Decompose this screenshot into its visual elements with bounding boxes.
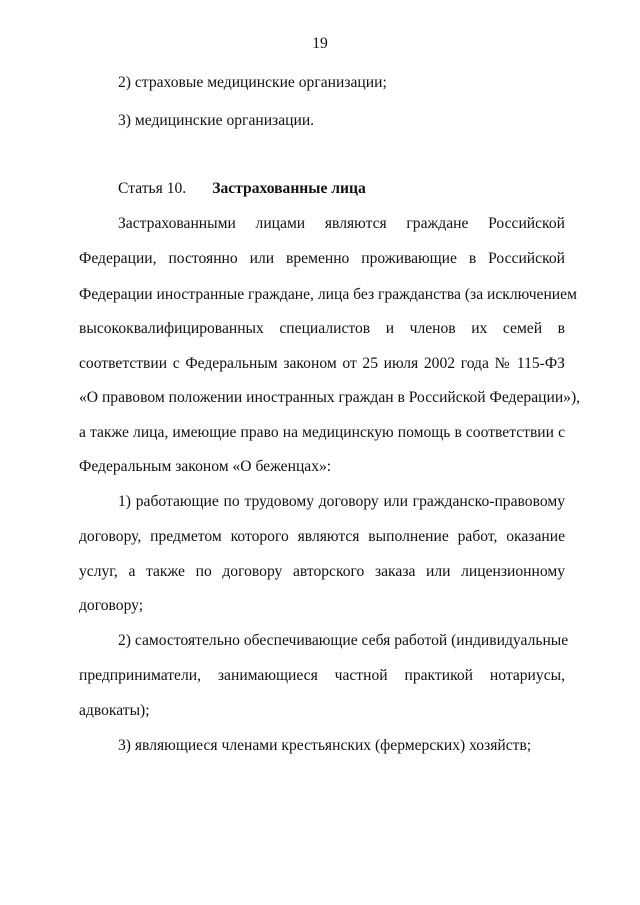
paragraph-line: а также лица, имеющие право на медицинскую помощь в соответствии с	[79, 424, 565, 441]
paragraph-line: Федерации иностранные граждане, лица без гражданства (за исключением	[79, 286, 577, 303]
article-number: Статья 10.	[118, 180, 187, 197]
article-title: Застрахованные лица	[212, 180, 366, 197]
page-number: 19	[312, 35, 328, 52]
list-item-line: 1) работающие по трудовому договору или гражданско-правовому	[118, 493, 565, 510]
paragraph-line: Застрахованными лицами являются граждане Российской	[118, 215, 565, 232]
list-item-line: договору, предметом которого являются выполнение работ, оказание	[79, 528, 565, 545]
paragraph-line: соответствии с Федеральным законом от 25 июля 2002 года № 115-ФЗ	[79, 355, 565, 372]
paragraph-line: «О правовом положении иностранных граждан в Российской Федерации»),	[79, 389, 581, 406]
list-item-line: договору;	[79, 597, 144, 614]
list-item-line: 2) самостоятельно обеспечивающие себя работой (индивидуальные	[118, 632, 569, 649]
list-item-medical-organizations: 3) медицинские организации.	[118, 112, 315, 129]
list-item-line: услуг, а также по договору авторского заказа или лицензионному	[79, 563, 565, 580]
article-heading	[118, 180, 366, 198]
list-item-line: 3) являющиеся членами крестьянских (фермерских) хозяйств;	[118, 737, 532, 754]
paragraph-line: Федерации, постоянно или временно проживающие в Российской	[79, 250, 565, 267]
list-item-insurance-companies: 2) страховые медицинские организации;	[118, 74, 387, 91]
paragraph-line: Федеральным законом «О беженцах»:	[79, 458, 332, 475]
paragraph-line: высококвалифицированных специалистов и членов их семей в	[79, 320, 565, 337]
list-item-line: предприниматели, занимающиеся частной практикой нотариусы,	[79, 667, 565, 684]
list-item-line: адвокаты);	[79, 702, 150, 719]
